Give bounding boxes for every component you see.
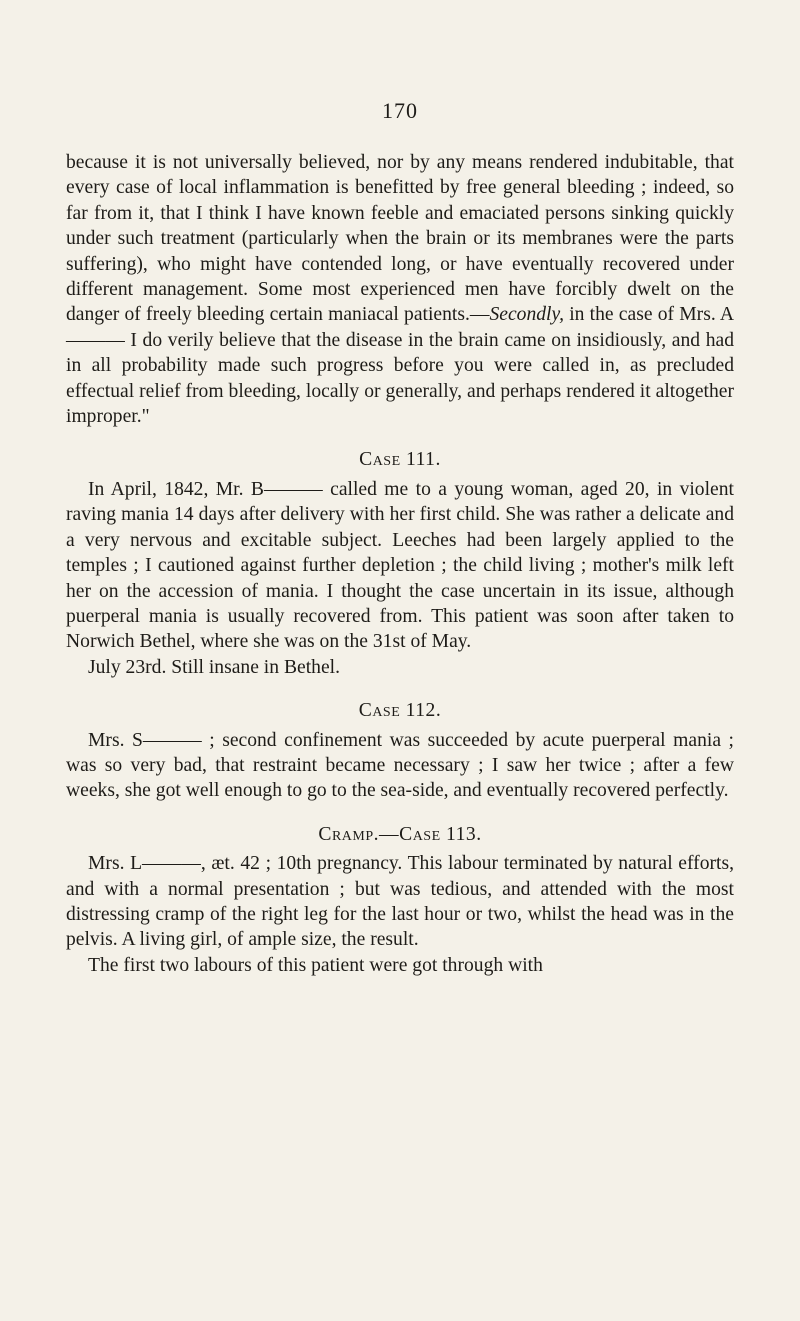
case-heading: Case 112.	[358, 700, 442, 722]
case-paragraph: Mrs. L———, æt. 42 ; 10th pregnancy. This labour terminated by natural efforts, and with a normal presentation ; but was tedious, and attended with the most distressing cramp of the right leg for the last hour or two, whilst the head was in the pelvis. A living girl, of ample size, the result.	[66, 853, 734, 951]
case-paragraph: July 23rd. Still insane in Bethel.	[88, 656, 340, 678]
paragraph-continuation	[66, 150, 734, 429]
case-paragraph: Mrs. S——— ; second confinement was succeeded by acute puerperal mania ; was so very bad, that restraint became necessary ; I saw her twice ; after a few weeks, she got well enough to go to the sea-side, and eventually recovered perfectly.	[66, 729, 734, 802]
paragraph-text: in the case of Mrs. A——— I do verily believe that the disease in the brain came on insidiously, and had in all probability made such progress before you were called in, as precluded effectual relief from bleeding, locally or generally, and perhaps rendered it altogether improper."	[66, 304, 734, 428]
case-heading: Cramp.—Case 113.	[318, 823, 482, 845]
paragraph-text: because it is not universally believed, nor by any means rendered indubitable, that every case of local inflammation is benefitted by free general bleeding ; indeed, so far from it, that I think I have known feeble and emaciated persons sinking quickly under such treatment (particularly when the brain or its membranes were the parts suffering), who might have contended long, or have eventually recovered under different management. Some most experienced men have forcibly dwelt on the danger of freely bleeding certain maniacal patients.—	[66, 152, 734, 326]
italic-text: Secondly,	[489, 304, 565, 326]
case-paragraph: In April, 1842, Mr. B——— called me to a young woman, aged 20, in violent raving mania 14 days after delivery with her first child. She was rather a delicate and a very nervous and excitable subject. Leeches had been largely applied to the temples ; I cautioned against further depletion ; the child living ; mother's milk left her on the accession of mania. I thought the case uncertain in its issue, although puerperal mania is usually recovered from. This patient was soon after taken to Norwich Bethel, where she was on the 31st of May.	[66, 478, 734, 653]
page-number: 170	[382, 98, 418, 123]
body-text	[66, 150, 734, 978]
case-heading: Case 111.	[359, 449, 441, 471]
case-paragraph: The first two labours of this patient were got through with	[88, 954, 543, 976]
